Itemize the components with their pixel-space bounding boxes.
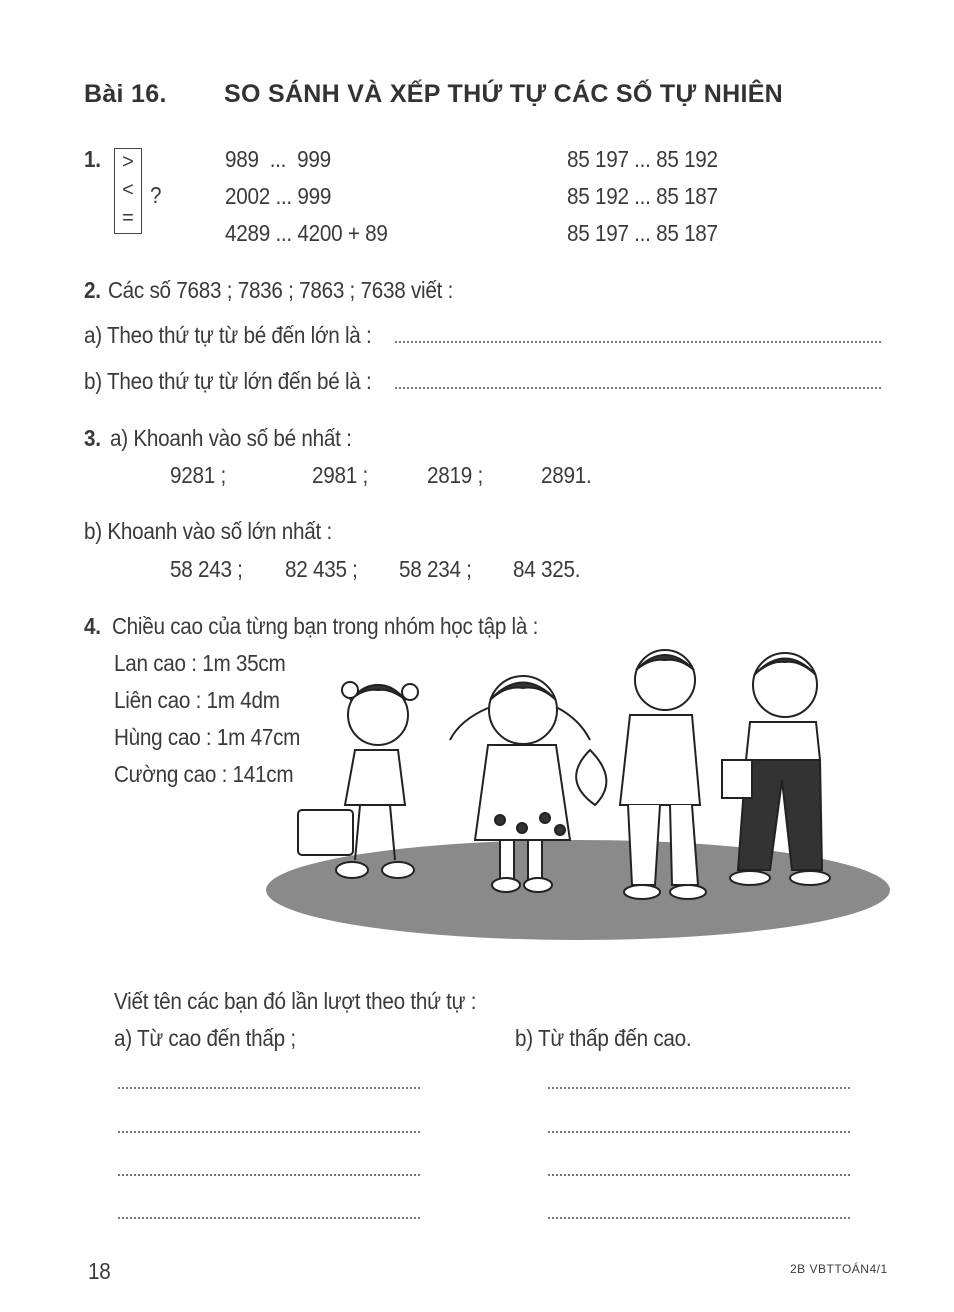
book-code: 2B VBTTOÁN4/1 [790,1262,888,1276]
equal-sign: = [122,207,134,229]
height-cuong: Cường cao : 141cm [114,761,294,787]
height-lan: Lan cao : 1m 35cm [114,650,286,676]
exercise-2a-label: a) Theo thứ tự từ bé đến lớn là : [84,322,372,348]
exercise-4a-label: a) Từ cao đến thấp ; [114,1025,296,1051]
ex1-right-row-3: 85 197 ... 85 187 [567,220,718,246]
ex1-left-row-2: 2002 ... 999 [225,183,332,209]
ex3b-number-2[interactable]: 82 435 ; [285,556,358,582]
girl-lan-figure [298,682,418,878]
ex1-right-row-2: 85 192 ... 85 187 [567,183,718,209]
exercise-4-number: 4. [84,613,101,639]
comparison-sign-box [114,148,142,234]
children-illustration [260,630,900,950]
ex3a-number-2[interactable]: 2981 ; [312,462,368,488]
less-sign: < [122,179,134,201]
ex3b-number-1[interactable]: 58 243 ; [170,556,243,582]
exercise-1-number: 1. [84,146,101,172]
ex1-left-row-3: 4289 ... 4200 + 89 [225,220,388,246]
lesson-number: Bài 16. [84,80,167,108]
ex1-right-row-1: 85 197 ... 85 192 [567,146,718,172]
question-mark: ? [150,182,162,208]
answer-line-4b-3[interactable] [548,1174,850,1176]
answer-line-4a-3[interactable] [118,1174,420,1176]
ex1-left-row-1: 989 ... 999 [225,146,331,172]
exercise-4-prompt: Chiều cao của từng bạn trong nhóm học tập là : [112,613,539,639]
answer-line-4a-4[interactable] [118,1217,420,1219]
exercise-3a-label: a) Khoanh vào số bé nhất : [110,425,352,451]
answer-line-4a-1[interactable] [118,1087,420,1089]
ex3a-number-4[interactable]: 2891. [541,462,592,488]
ex3b-number-3[interactable]: 58 234 ; [399,556,472,582]
answer-line-4b-4[interactable] [548,1217,850,1219]
height-lien: Liên cao : 1m 4dm [114,687,280,713]
answer-line-4b-1[interactable] [548,1087,850,1089]
ex3a-number-1[interactable]: 9281 ; [170,462,226,488]
greater-sign: > [122,151,134,173]
exercise-4b-label: b) Từ thấp đến cao. [515,1025,692,1051]
answer-line-2b[interactable] [395,387,881,389]
height-hung: Hùng cao : 1m 47cm [114,724,301,750]
answer-line-4b-2[interactable] [548,1131,850,1133]
exercise-4-instruction: Viết tên các bạn đó lần lượt theo thứ tự : [114,988,477,1014]
answer-line-4a-2[interactable] [118,1131,420,1133]
exercise-2b-label: b) Theo thứ tự từ lớn đến bé là : [84,368,372,394]
exercise-2-number: 2. [84,277,101,303]
answer-line-2a[interactable] [395,341,881,343]
exercise-3b-label: b) Khoanh vào số lớn nhất : [84,518,332,544]
exercise-3-number: 3. [84,425,101,451]
lesson-title: SO SÁNH VÀ XẾP THỨ TỰ CÁC SỐ TỰ NHIÊN [224,80,784,108]
page-number: 18 [88,1258,111,1284]
exercise-2-prompt: Các số 7683 ; 7836 ; 7863 ; 7638 viết : [108,277,454,303]
ex3a-number-3[interactable]: 2819 ; [427,462,483,488]
ex3b-number-4[interactable]: 84 325. [513,556,581,582]
